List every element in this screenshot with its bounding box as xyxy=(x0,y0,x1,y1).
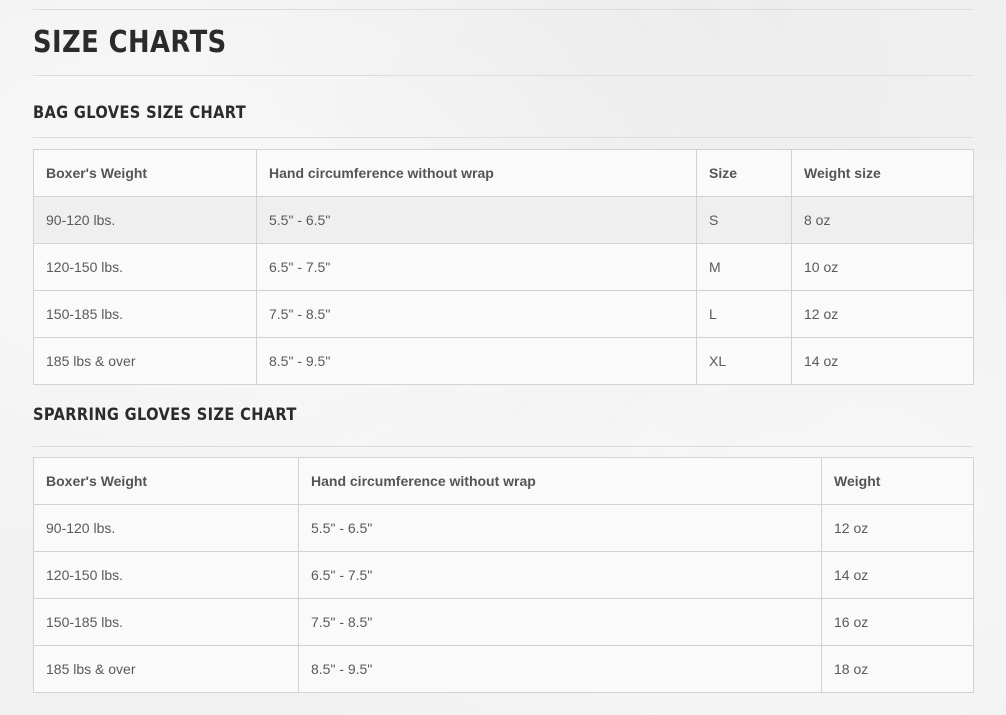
cell-weight: 12 oz xyxy=(822,505,974,552)
cell-boxers-weight: 90-120 lbs. xyxy=(34,505,299,552)
table-row xyxy=(34,197,974,244)
cell-weight-size: 14 oz xyxy=(792,338,974,385)
bag-gloves-heading-row xyxy=(33,76,973,137)
table-row xyxy=(34,552,974,599)
column-header-weight: Weight xyxy=(822,458,974,505)
table-row xyxy=(34,244,974,291)
bag-gloves-divider xyxy=(33,137,973,138)
cell-boxers-weight: 90-120 lbs. xyxy=(34,197,257,244)
sparring-gloves-section-title: SPARRING GLOVES SIZE CHART xyxy=(33,405,297,425)
cell-weight-size: 10 oz xyxy=(792,244,974,291)
cell-hand-circumference: 6.5" - 7.5" xyxy=(257,244,697,291)
cell-boxers-weight: 185 lbs & over xyxy=(34,338,257,385)
cell-size: S xyxy=(697,197,792,244)
table-row xyxy=(34,291,974,338)
cell-boxers-weight: 185 lbs & over xyxy=(34,646,299,693)
column-header-boxers-weight: Boxer's Weight xyxy=(34,458,299,505)
cell-hand-circumference: 5.5" - 6.5" xyxy=(257,197,697,244)
cell-hand-circumference: 7.5" - 8.5" xyxy=(299,599,822,646)
cell-boxers-weight: 150-185 lbs. xyxy=(34,291,257,338)
cell-weight: 16 oz xyxy=(822,599,974,646)
bag-gloves-table xyxy=(33,149,974,385)
cell-hand-circumference: 7.5" - 8.5" xyxy=(257,291,697,338)
cell-weight-size: 12 oz xyxy=(792,291,974,338)
cell-hand-circumference: 8.5" - 9.5" xyxy=(257,338,697,385)
column-header-hand-circumference: Hand circumference without wrap xyxy=(257,150,697,197)
sparring-gloves-table xyxy=(33,457,974,693)
table-row xyxy=(34,338,974,385)
cell-size: XL xyxy=(697,338,792,385)
table-row xyxy=(34,646,974,693)
cell-weight: 18 oz xyxy=(822,646,974,693)
table-row xyxy=(34,599,974,646)
cell-size: M xyxy=(697,244,792,291)
cell-boxers-weight: 120-150 lbs. xyxy=(34,244,257,291)
table-row xyxy=(34,505,974,552)
column-header-hand-circumference: Hand circumference without wrap xyxy=(299,458,822,505)
cell-hand-circumference: 6.5" - 7.5" xyxy=(299,552,822,599)
column-header-boxers-weight: Boxer's Weight xyxy=(34,150,257,197)
column-header-weight-size: Weight size xyxy=(792,150,974,197)
cell-hand-circumference: 5.5" - 6.5" xyxy=(299,505,822,552)
sparring-gloves-heading-row xyxy=(33,385,973,446)
page-title-row xyxy=(33,10,973,75)
column-header-size: Size xyxy=(697,150,792,197)
sparring-gloves-divider xyxy=(33,446,973,447)
bag-gloves-section-title: BAG GLOVES SIZE CHART xyxy=(33,102,247,123)
cell-size: L xyxy=(697,291,792,338)
cell-boxers-weight: 150-185 lbs. xyxy=(34,599,299,646)
table-header-row xyxy=(34,150,974,197)
cell-weight: 14 oz xyxy=(822,552,974,599)
page-title: SIZE CHARTS xyxy=(33,24,227,60)
cell-hand-circumference: 8.5" - 9.5" xyxy=(299,646,822,693)
size-charts-content xyxy=(33,0,973,693)
cell-boxers-weight: 120-150 lbs. xyxy=(34,552,299,599)
table-header-row xyxy=(34,458,974,505)
cell-weight-size: 8 oz xyxy=(792,197,974,244)
